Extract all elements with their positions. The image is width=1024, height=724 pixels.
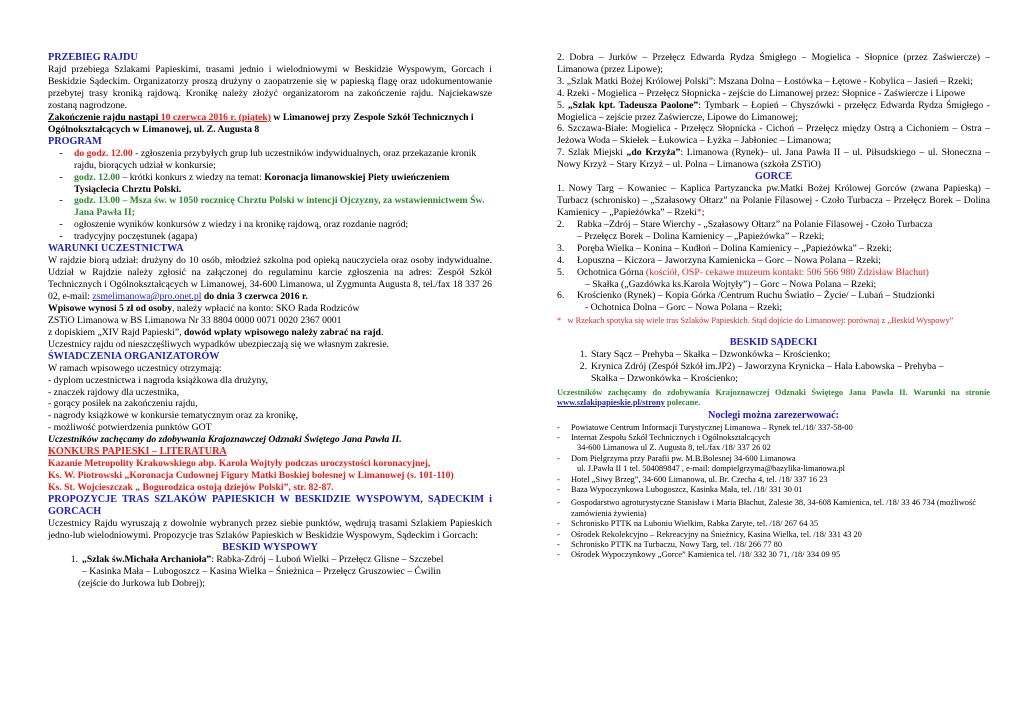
list-item-text: Hotel „Siwy Brzeg”, 34-600 Limanowa, ul. Br. Czecha 4, tel. /18/ 337 16 23 <box>571 474 828 484</box>
zakonczenie-place: w Limanowej przy Zespole Szkół Technicznych i Ogólnokształcących w Limanowej, ul. Z. Augusta 8 <box>48 111 474 135</box>
konkurs-item: Ks. W. Piotrowski „Koronacja Cudownej Figury Matki Boskiej bolesnej w Limanowej (s. 101-110) <box>48 470 454 482</box>
zakonczenie-lead: Zakończenie rajdu nastąpi <box>48 111 161 123</box>
list-item <box>557 540 990 550</box>
route-number: 1. <box>579 348 587 360</box>
bullet-dash: - <box>557 550 560 560</box>
program-item: - do godz. 12.00 - zgłoszenia przybyłych grup lub uczestników indywidualnych, oraz przekazanie kronik rajdu, biorących udział w konkursie; <box>59 147 477 171</box>
route-text: 1. Nowy Targ – Kowaniec – Kaplica Partyzancka pw.Matki Bożej Królowej Gorców (zwana Papieską) – Turbacz (schronisko) – „Szałasowy Ołtarz” na Polanie Filasowej - Czoło Turbacza – Przełęcz Borek – Dolina Kamienicy – „Papieżówka” – Rzeki <box>557 183 990 219</box>
list-item-text: Ośrodek Rekolekcyjno – Rekreacyjny na Śnieżnicy, Kasina Wielka, tel. /18/ 331 43 20 <box>571 529 862 539</box>
route-item: 3. „Szlak Matki Bożej Królowej Polski”: Mszana Dolna – Łostówka – Łętowe - Kobylica – Jasień – Rzeki; <box>557 75 973 87</box>
zakonczenie-text <box>48 112 492 136</box>
route-item: 6. Szczawa-Białe: Mogielica - Przełęcz Słopnicka - Cichoń – Przełęcz między Ostrą a Cichoniem – Ostra – Jeżowa Woda – Skiełek – Łukowica – Łyżka – Jabłoniec – Limanowa; <box>557 123 990 147</box>
route-item <box>557 255 990 267</box>
bullet-dash: - <box>557 422 560 432</box>
list-item-text: Schronisko PTTK na Turbaczu, Nowy Targ, tel. /18/ 266 77 80 <box>571 540 783 550</box>
list-item-text: 34-600 Limanowa ul Z. Augusta 8, tel./fax /18/ 337 26 02 <box>577 443 771 453</box>
list-item-text: Powiatowe Centrum Informacji Turystycznej Limanowa – Rynek tel./18/ 337-58-00 <box>571 422 853 432</box>
zakonczenie-date: 10 czerwca 2016 r. (piątek) <box>160 111 271 123</box>
wpisowe-note <box>48 327 492 339</box>
route-number: 7. Szlak Miejski <box>557 147 627 159</box>
route-number: 5. <box>557 99 568 111</box>
route-text: Łopuszna – Kiczora – Jaworzyna Kamienicka – Gorc – Nowa Polana – Rzeki; <box>577 254 881 266</box>
route-text: Rabka –Zdrój – Stare Wierchy - „Szałasowy Ołtarz” na Polanie Filasowej - Czoło Turbacza <box>577 218 933 230</box>
route-item <box>557 100 990 124</box>
program-mass: godz. 13.00 – Msza św. w 1050 rocznicę Chrztu Polski w intencji Ojczyzny, za wstawiennictwem Św. Jana Pawła II; <box>74 195 485 219</box>
section-title-przebieg: PRZEBIEG RAJDU <box>48 52 138 63</box>
route-number: 2. <box>557 218 565 230</box>
bullet-dash: - <box>557 529 560 539</box>
program-text: - zgłoszenia przybyłych grup lub uczestników indywidualnych, oraz przekazanie kronik rajdu, biorących udział w konkursie; <box>74 147 477 171</box>
route-number: 4. <box>557 254 565 266</box>
list-item <box>557 485 990 495</box>
right-column <box>557 52 990 561</box>
noclegi-list <box>557 423 990 561</box>
route-number: 3. <box>557 242 565 254</box>
wpisowe-dopisek: z dopiskiem „XIV Rajd Papieski”, <box>48 326 184 338</box>
bullet-dash: - <box>557 474 560 484</box>
route-item <box>48 554 492 566</box>
list-item-text: Baza Wypoczynkowa Lubogoszcz, Kasinka Mała, tel. /18/ 331 30 01 <box>571 485 803 495</box>
section-title-gorce: GORCE <box>754 171 793 183</box>
program-time: do godz. 12.00 <box>74 147 133 159</box>
list-item <box>557 519 990 529</box>
route-item <box>557 219 990 231</box>
warunki-deadline: do dnia 3 czerwca 2016 r. <box>201 291 308 303</box>
route-text: - Ochotnica Dolna – Gorc – Nowa Polana – Rzeki; <box>585 302 783 314</box>
route-text: Krościenko (Rynek) – Kopia Górka /Centrum Ruchu Światło – Życie/ – Lubań – Studzionki <box>577 290 935 302</box>
program-text: ogłoszenie wyników konkursów z wiedzy i na kronikę rajdową, oraz rozdanie nagród; <box>74 219 409 231</box>
szlaki-link[interactable]: www.szlakipapieskie.pl/strony <box>557 397 665 407</box>
list-item <box>557 530 990 540</box>
przebieg-text: Rajd przebiega Szlakami Papieskimi, trasami jednio i wielodniowymi w Beskidzie Wyspowym, Gorcach i Beskidzie Sądeckim. Organizatorzy proszą drużyny o zaopatrzenie się w papieską flagę oraz udokumentowanie przebytej trasy kroniką rajdową. Kronikę należy złożyć organizatorom na zakończenie rajdu. Najciekawsze zostaną nagrodzone. <box>48 64 492 111</box>
list-item <box>557 454 990 475</box>
section-title-program: PROGRAM <box>48 135 102 147</box>
bullet-dash: - <box>557 519 560 529</box>
route-item <box>557 361 990 373</box>
swiadczenia-item: - gorący posiłek na zakończeniu rajdu, <box>48 398 198 410</box>
email-link[interactable]: zsmelimanowa@pro.onet.pl <box>92 291 202 303</box>
odznaka-note <box>557 388 990 409</box>
route-item: 4. Rzeki - Mogielica – Przełęcz Słopnicka - zejście do Limanowej przez: Słopnice - Zaświercze i Lipowe <box>557 87 966 99</box>
list-item <box>557 550 990 560</box>
route-contact: (kościół, OSP- cekawe muzeum kontakt: 506 566 980 Zdzisław Błachut) <box>645 266 929 278</box>
list-item <box>557 498 990 519</box>
list-item-text: ul. J.Pawła II 1 tel. 504089847 , e-mail: dompielgrzyma@bazylika-limanowa.pl <box>577 464 845 474</box>
route-item <box>557 147 990 171</box>
route-name: „do Krzyża” <box>626 147 681 159</box>
route-text: – Przełęcz Borek – Dolina Kamienicy – „Papieżówka” – Rzeki; <box>577 230 825 242</box>
propozycje-text: Uczestnicy Rajdu wyruszają z dowolnie wybranych przez siebie punktów, wędrują trasami Szlakiem Papieskich jedno-lub wielodniowymi. Propozycje tras Szlaków Papieskich w Beskidzie Wyspowym, Sądeckim i Gorcach: <box>48 518 492 542</box>
odznaka-text: Uczestników zachęcamy do zdobywania Krajoznawczej Odznaki Świętego Jana Pawła II. <box>48 434 402 446</box>
left-column <box>48 52 492 590</box>
list-item <box>557 433 990 454</box>
swiadczenia-item: - możliwość potwierdzenia punktów GOT <box>48 422 212 434</box>
list-item-text: Schronisko PTTK na Luboniu Wielkim, Rabka Zaryte, tel. /18/ 267 64 35 <box>571 519 819 529</box>
wpisowe-dot: . <box>380 326 384 338</box>
swiadczenia-item: - nagrody książkowe w konkursie tematycznym oraz za kronikę, <box>48 410 298 422</box>
wpisowe-proof: dowód wpłaty wpisowego należy zabrać na rajd <box>183 326 381 338</box>
section-title-wyspowy: BESKID WYSPOWY <box>222 542 318 554</box>
route-number: 1. <box>70 554 78 566</box>
route-text: Skałka – Dzwonkówka – Krościenko; <box>591 372 738 384</box>
program-text: – krótki konkurs z wiedzy na temat: <box>120 171 265 183</box>
route-name: „Szlak kpt. Tadeusza Paolone” <box>567 99 699 111</box>
bullet-dash: - <box>557 453 560 463</box>
konkurs-item: Kazanie Metropolity Krakowskiego abp. Karola Wojtyły podczas uroczystości koronacyjnej, <box>48 458 431 470</box>
program-item: - godz. 12.00 – krótki konkurs z wiedzy na temat: Koronacja limanowskiej Piety uwieńczeniem Tysiąclecia Chrztu Polski. <box>59 171 450 195</box>
section-title-propozycje: PROPOZYCJE TRAS SZLAKÓW PAPIESKICH W BESKIDZIE WYSPOWYM, SĄDECKIM i GORCACH <box>48 494 492 518</box>
wpisowe-account: ZSTiO Limanowa w BS Limanowa Nr 33 8804 0000 0071 0020 2367 0001 <box>48 314 342 326</box>
route-text: Stary Sącz – Prehyba – Skałka – Dzwonkówka – Krościenko; <box>591 348 831 360</box>
list-item-text: Gospodarstwo agroturystyczne Stanisław i Maria Błachut, Zalesie 38, 34-608 Kamienica, tel. /18/ 33 46 734 (możliwość zamówienia żywienia) <box>571 498 976 518</box>
note-text: w Rzekach spotyka się wiele tras Szlaków Papieskich. Stąd dojście do Limanowej: porównaj z „Beskid Wyspowy” <box>567 316 954 326</box>
bullet-dash: - <box>557 498 560 508</box>
section-title-konkurs: KONKURS PAPIESKI – LITERATURA <box>48 446 227 458</box>
list-item-text: Ośrodek Wypoczynkowy „Gorce” Kamienica tel. /18/ 332 30 71, /18/ 334 09 95 <box>571 550 841 560</box>
route-number: 2. <box>579 360 587 372</box>
program-text: tradycyjny poczęstunek (agapa) <box>74 231 198 243</box>
route-number: 5. <box>557 266 565 278</box>
swiadczenia-intro: W ramach wpisowego uczestnicy otrzymają: <box>48 362 222 374</box>
rzeki-note <box>557 316 990 326</box>
route-number: 6. <box>557 290 565 302</box>
note-star: * <box>557 316 562 326</box>
bullet-dash: - <box>557 540 560 550</box>
list-item-text: Internat Zespołu Szkół Technicznych i Ogólnokształcących <box>571 432 771 442</box>
route-text: Ochotnica Górna <box>577 266 646 278</box>
section-title-noclegi: Noclegi można zarezerwować: <box>707 410 840 422</box>
route-item <box>557 349 990 361</box>
route-name: „Szlak św.Michała Archanioła” <box>82 554 212 566</box>
list-item-text: Dom Pielgrzyma przy Parafii pw. M.B.Bolesnej 34-600 Limanowa <box>571 453 796 463</box>
program-topic: Koronacja limanowskiej Piety uwieńczeniem Tysiąclecia Chrztu Polski. <box>74 171 450 195</box>
route-item <box>557 183 990 219</box>
note-star: * <box>696 207 702 219</box>
program-item: - ogłoszenie wyników konkursów z wiedzy i na kronikę rajdową, oraz rozdanie nagród; <box>59 219 409 231</box>
program-item: - godz. 13.00 – Msza św. w 1050 rocznicę Chrztu Polski w intencji Ojczyzny, za wstawiennictwem Św. Jana Pawła II; <box>48 195 492 219</box>
ubezpieczenie-text: Uczestnicy rajdu od nieszczęśliwych wypadków ubezpieczają się we własnym zakresie. <box>48 338 390 350</box>
route-item <box>557 290 990 302</box>
section-title-warunki: WARUNKI UCZESTNICTWA <box>48 243 184 255</box>
route-item <box>557 267 990 279</box>
route-text: – Kasinka Mała – Lubogoszcz – Kasina Wielka – Śnieżnica – Przełęcz Gruszowiec – Ćwilin <box>82 566 441 578</box>
bullet-dash: - <box>557 432 560 442</box>
route-end: ; <box>701 207 705 219</box>
section-title-swiadczenia: ŚWIADCZENIA ORGANIZATORÓW <box>48 350 220 362</box>
section-title-sadecki: BESKID SĄDECKI <box>729 336 818 348</box>
route-text: Poręba Wielka – Konina – Kudłoń – Dolina Kamienicy – „Papieżówka” – Rzeki; <box>577 242 892 254</box>
wpisowe-account-lead: , należy wpłacić na konto: SKO Rada Rodziców <box>172 302 360 314</box>
odznaka-end: polecane. <box>664 397 701 407</box>
warunki-text <box>48 255 492 303</box>
route-text: : Tymbark – Łopień – Chyszówki - przełęcz Edwarda Rydza Śmigłego - Mogielica – zejście przez Zaświercze, Lipowe do Limanowej; <box>557 99 991 123</box>
wpisowe-amount: Wpisowe wynosi 5 zł od osoby <box>48 302 173 314</box>
route-item: 2. Dobra – Jurków – Przełęcz Edwarda Rydza Śmigłego – Mogielica - Słopnice (przez Zaświercze) – Limanowa (przez Lipowe); <box>557 52 990 75</box>
warunki-body: W rajdzie biorą udział: drużyny do 10 osób, młodzież szkolna pod opieką nauczyciela oraz osoby indywidualne. Udział w Rajdzie należy zgłosić na załączonej do regulaminu karcie zgłoszenia na adres: Zespół Szkół Technicznych i Ogólnokształcących w Limanowej, 34-600 Limanowa, ul Zygmunta Augusta 8, tel./fax 18 337 26 02, e-mail: <box>48 255 492 303</box>
program-item: - tradycyjny poczęstunek (agapa) <box>59 231 198 243</box>
bullet-dash: - <box>557 485 560 495</box>
route-text: (zejście do Jurkowa lub Dobrej); <box>78 578 205 590</box>
swiadczenia-item: - dyplom uczestnictwa i nagroda książkowa dla drużyny, <box>48 374 268 386</box>
route-text: : Limanowa (Rynek)– ul. Jana Pawła II – ul. Piłsudskiego – ul. Słoneczna – Nowy Krzyż – Stary Krzyż – ul. Polna – Limanowa (szkoła ZSTiO) <box>557 147 991 171</box>
route-item <box>557 243 990 255</box>
program-time: godz. 12.00 <box>74 171 121 183</box>
wpisowe-text <box>48 303 492 315</box>
list-item <box>557 475 990 485</box>
konkurs-item: Ks. St. Wojcieszczak „ Bogurodzica ostoją dziejów Polski”, str. 82-87. <box>48 482 334 494</box>
route-text: Krynica Zdrój (Zespół Szkół im.JP2) – Jaworzyna Krynicka – Hala Łabowska – Prehyba – <box>591 360 944 372</box>
swiadczenia-item: - znaczek rajdowy dla uczestnika, <box>48 386 179 398</box>
list-item <box>557 423 990 433</box>
route-text: – Skałka („Gazdówka ks.Karola Wojtyły”) – Gorc – Nowa Polana – Rzeki; <box>585 278 877 290</box>
route-text: : Rabka-Zdrój – Luboń Wielki – Przełęcz Glisne – Szczebel <box>211 554 444 566</box>
odznaka-text: Uczestników zachęcamy do zdobywania Krajoznawczej Odznaki Świętego Jana Pawła II. Warunki na stronie <box>557 387 990 397</box>
